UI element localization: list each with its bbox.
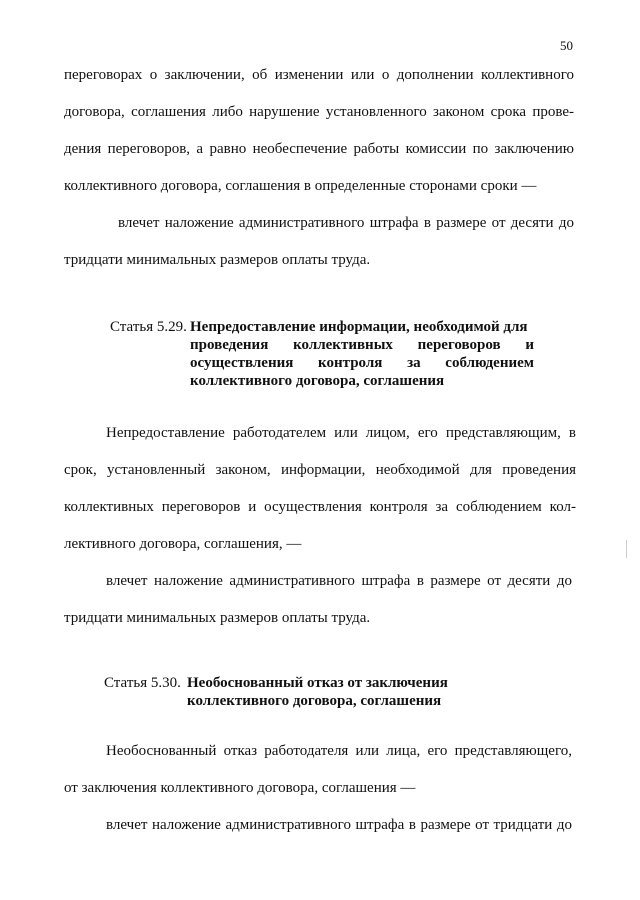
penalty-line: влечет наложение административного штрафа в размере от десяти до	[106, 573, 572, 589]
intro-line: дения переговоров, а равно необеспечение работы комиссии по заключению	[64, 141, 574, 157]
article-title-line: коллективного договора, соглашения	[187, 693, 442, 709]
article-title-line: Необоснованный отказ от заключения	[187, 675, 448, 691]
body-line: коллективных переговоров и осуществления контроля за соблюдением кол-	[64, 499, 576, 515]
penalty-line: тридцати минимальных размеров оплаты труда.	[64, 610, 371, 626]
penalty-line: тридцати минимальных размеров оплаты труда.	[64, 252, 371, 268]
scan-mark	[626, 540, 627, 558]
article-title-line: осуществления контроля за соблюдением	[190, 355, 534, 371]
penalty-line: влечет наложение административного штрафа в размере от тридцати до	[106, 817, 572, 833]
body-line: лективного договора, соглашения, —	[64, 536, 302, 552]
penalty-line: влечет наложение административного штрафа в размере от десяти до	[118, 215, 574, 231]
body-line: Непредоставление работодателем или лицом, его представляющим, в	[106, 425, 576, 441]
body-line: от заключения коллективного договора, соглашения —	[64, 780, 416, 796]
article-number: Статья 5.29.	[110, 319, 187, 335]
intro-line: переговорах о заключении, об изменении или о дополнении коллективного	[64, 67, 574, 83]
intro-line: договора, соглашения либо нарушение установленного законом срока прове-	[64, 104, 574, 120]
body-line: Необоснованный отказ работодателя или лица, его представляющего,	[106, 743, 572, 759]
article-title-line: Непредоставление информации, необходимой для	[190, 319, 528, 335]
article-number: Статья 5.30.	[104, 675, 181, 691]
article-title-line: коллективного договора, соглашения	[190, 373, 445, 389]
body-line: срок, установленный законом, информации, необходимой для проведения	[64, 462, 576, 478]
page-number: 50	[560, 38, 573, 53]
article-title-line: проведения коллективных переговоров и	[190, 337, 534, 353]
intro-line: коллективного договора, соглашения в определенные сторонами сроки —	[64, 178, 537, 194]
